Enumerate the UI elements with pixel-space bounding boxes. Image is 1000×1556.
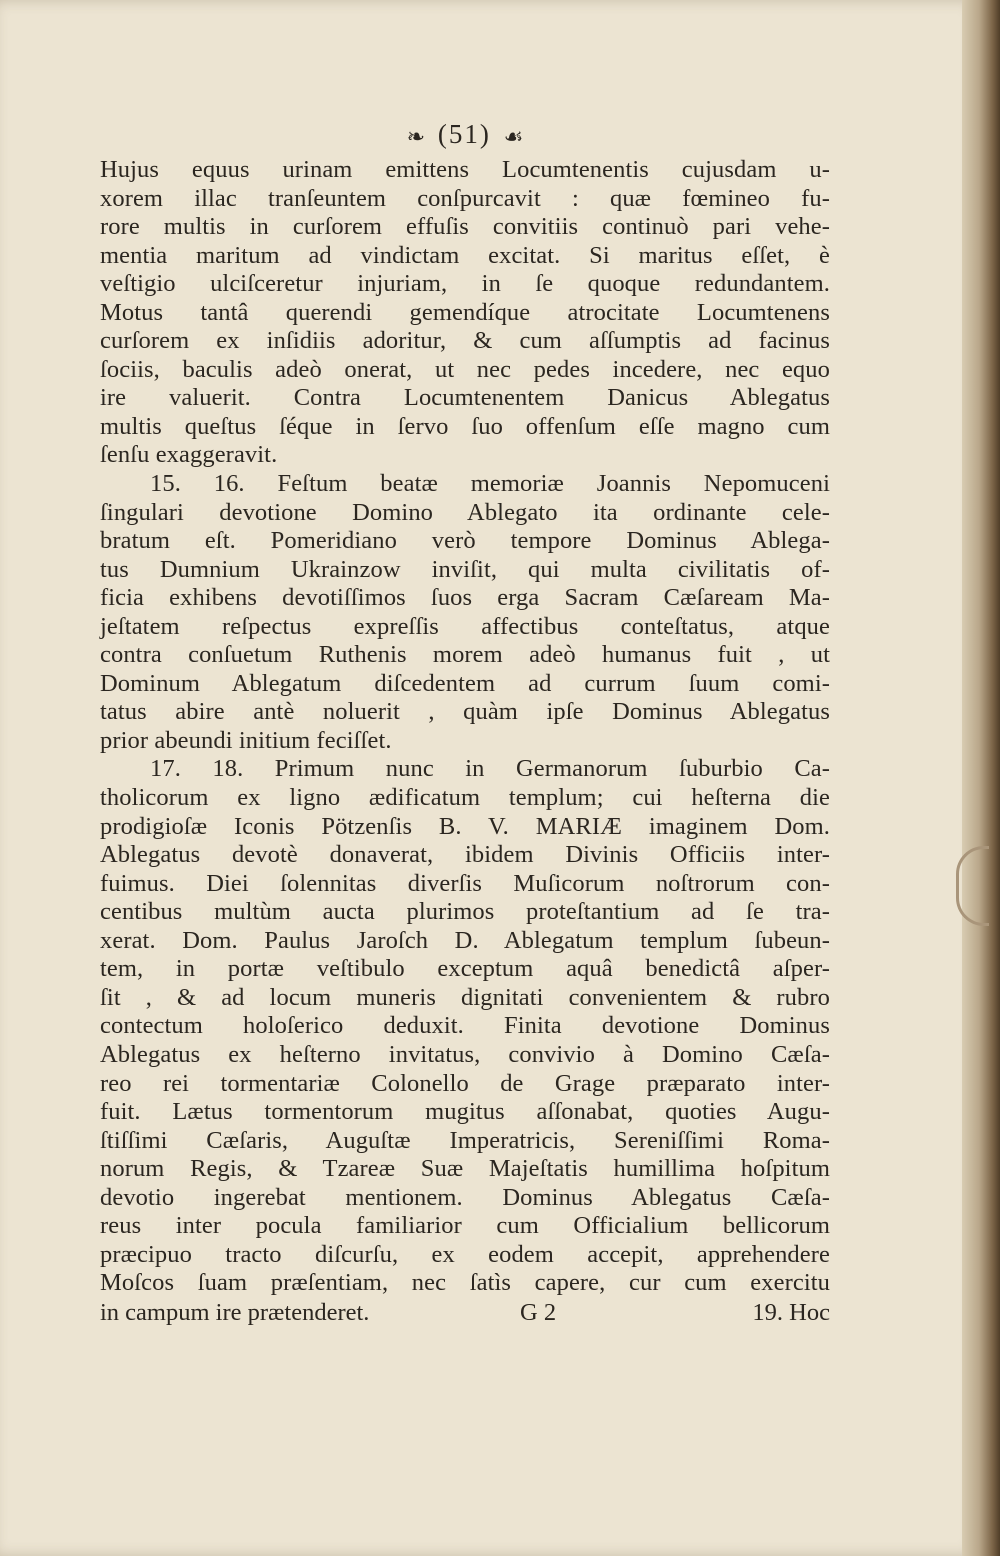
text-line: ſenſu exaggeravit.	[100, 441, 278, 469]
text-line: veſtigio ulciſceretur injuriam, in ſe quoque redundantem.	[100, 270, 830, 298]
text-line: fuit. Lætus tormentorum mugitus aſſonabat, quoties Augu-	[100, 1098, 830, 1126]
page-text	[100, 112, 830, 1328]
text-line: reus inter pocula familiarior cum Officialium bellicorum	[100, 1212, 830, 1240]
text-line: multis queſtus ſéque in ſervo ſuo offenſum eſſe magno cum	[100, 412, 830, 440]
catchword: 19. Hoc	[752, 1298, 830, 1326]
body-text	[100, 156, 830, 1298]
text-line: Ablegatus ex heſterno invitatus, convivio à Domino Cæſa-	[100, 1040, 830, 1068]
left-ornament-icon: ❧	[406, 123, 426, 149]
text-line: rore multis in curſorem effuſis convitiis continuò pari vehe-	[100, 213, 830, 241]
text-line: bratum eſt. Pomeridiano verò tempore Dominus Ablega-	[100, 527, 830, 555]
text-line: reo rei tormentariæ Colonello de Grage præparato inter-	[100, 1069, 830, 1097]
text-line: Motus tantâ querendi gemendíque atrocitate Locumtenens	[100, 298, 830, 326]
page-number: (51)	[437, 119, 491, 149]
text-line: Ablegatus devotè donaverat, ibidem Divinis Officiis inter-	[100, 841, 830, 869]
text-line: tholicorum ex ligno ædificatum templum; cui heſterna die	[100, 784, 830, 812]
text-line: Dominum Ablegatum diſcedentem ad currum ſuum comi-	[100, 669, 830, 697]
text-line: xerat. Dom. Paulus Jaroſch D. Ablegatum templum ſubeun-	[100, 926, 830, 954]
text-line: contectum holoſerico deduxit. Finita devotione Dominus	[100, 1012, 830, 1040]
text-line: ire valuerit. Contra Locumtenentem Danicus Ablegatus	[100, 384, 830, 412]
text-line: 17. 18. Primum nunc in Germanorum ſuburbio Ca-	[150, 755, 830, 783]
text-line: contra conſuetum Ruthenis morem adeò humanus fuit , ut	[100, 641, 830, 669]
text-line: prior abeundi initium feciſſet.	[100, 726, 392, 754]
text-line: devotio ingerebat mentionem. Dominus Ablegatus Cæſa-	[100, 1183, 830, 1211]
text-line: ſociis, baculis adeò onerat, ut nec pedes incedere, nec equo	[100, 355, 830, 383]
text-line: norum Regis, & Tzareæ Suæ Majeſtatis humillima hoſpitum	[100, 1155, 830, 1183]
right-ornament-icon: ☙	[503, 123, 524, 149]
text-line: ſtiſſimi Cæſaris, Auguſtæ Imperatricis, Sereniſſimi Roma-	[100, 1126, 830, 1154]
text-line: ficia exhibens devotiſſimos ſuos erga Sacram Cæſaream Ma-	[100, 584, 830, 612]
text-line: centibus multùm aucta plurimos proteſtantium ad ſe tra-	[100, 898, 830, 926]
text-line: tatus abire antè noluerit , quàm ipſe Dominus Ablegatus	[100, 698, 830, 726]
text-line: tus Dumnium Ukrainzow inviſit, qui multa civilitatis of-	[100, 555, 830, 583]
text-line: præcipuo tracto diſcurſu, ex eodem accepit, apprehendere	[100, 1240, 830, 1268]
text-line: mentia maritum ad vindictam excitat. Si maritus eſſet, è	[100, 241, 830, 269]
text-line: curſorem ex inſidiis adoritur, & cum aſſumptis ad facinus	[100, 327, 830, 355]
text-line: Hujus equus urinam emittens Locumtenentis cujusdam u-	[100, 156, 830, 183]
page-tab-marker	[956, 846, 989, 926]
last-text-line: in campum ire prætenderet.	[100, 1298, 370, 1326]
page-edge	[962, 0, 1000, 1556]
text-line: 15. 16. Feſtum beatæ memoriæ Joannis Nepomuceni	[150, 470, 830, 498]
signature-mark: G 2	[520, 1298, 557, 1326]
text-line: fuimus. Diei ſolennitas diverſis Muſicorum noſtrorum con-	[100, 869, 830, 897]
text-line: xorem illac tranſeuntem conſpurcavit : quæ fœmineo fu-	[100, 184, 830, 212]
text-line: Moſcos ſuam præſentiam, nec ſatìs capere, cur cum exercitu	[100, 1269, 830, 1297]
text-line: tem, in portæ veſtibulo exceptum aquâ benedictâ aſper-	[100, 955, 830, 983]
text-line: ſit , & ad locum muneris dignitati convenientem & rubro	[100, 983, 830, 1011]
text-line: ſingulari devotione Domino Ablegato ita ordinante cele-	[100, 498, 830, 526]
text-line: prodigioſæ Iconis Pötzenſis B. V. MARIÆ imaginem Dom.	[100, 812, 830, 840]
page-header	[100, 112, 830, 156]
text-line: jeſtatem reſpectus expreſſis affectibus conteſtatus, atque	[100, 612, 830, 640]
page-footer	[100, 1298, 830, 1328]
